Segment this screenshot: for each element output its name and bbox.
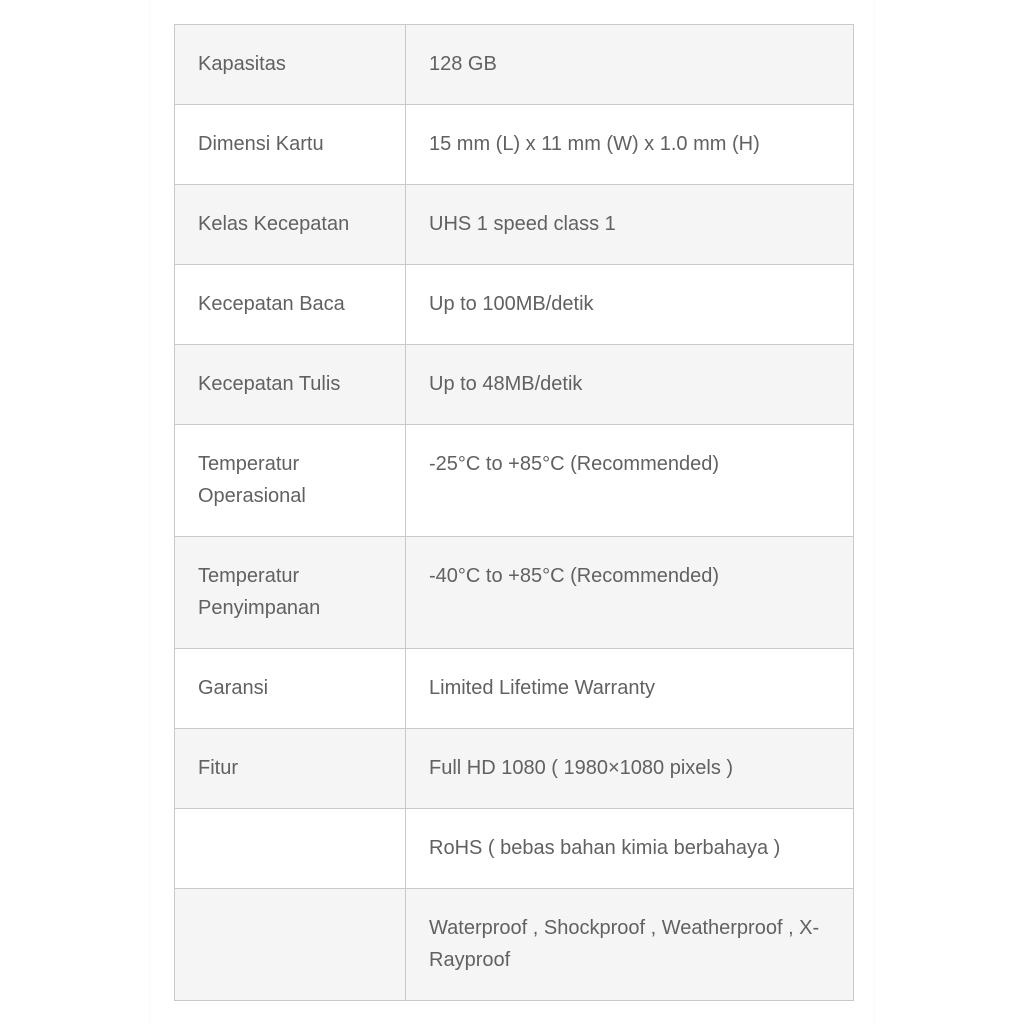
spec-label: Kapasitas [175,25,406,105]
spec-label: Dimensi Kartu [175,105,406,185]
spec-label: Temperatur Penyimpanan [175,537,406,649]
table-row-kelas-kecepatan [175,185,854,265]
table-row-temperatur-penyimpanan [175,537,854,649]
spec-label: Fitur [175,729,406,809]
spec-label [175,809,406,889]
spec-value: Up to 48MB/detik [406,345,854,425]
spec-value: RoHS ( bebas bahan kimia berbahaya ) [406,809,854,889]
table-row-kecepatan-baca [175,265,854,345]
table-row-fitur-proof [175,889,854,1001]
table-row-garansi [175,649,854,729]
spec-value: -40°C to +85°C (Recommended) [406,537,854,649]
spec-label: Temperatur Operasional [175,425,406,537]
spec-value: Up to 100MB/detik [406,265,854,345]
spec-label [175,889,406,1001]
table-row-fitur-rohs [175,809,854,889]
table-row-dimensi-kartu [175,105,854,185]
table-row-kecepatan-tulis [175,345,854,425]
spec-value: UHS 1 speed class 1 [406,185,854,265]
spec-table [174,24,854,1001]
spec-value: 15 mm (L) x 11 mm (W) x 1.0 mm (H) [406,105,854,185]
spec-label: Kelas Kecepatan [175,185,406,265]
spec-label: Garansi [175,649,406,729]
spec-value: Waterproof , Shockproof , Weatherproof , X-Rayproof [406,889,854,1001]
spec-value: Limited Lifetime Warranty [406,649,854,729]
table-row-kapasitas [175,25,854,105]
spec-label: Kecepatan Tulis [175,345,406,425]
spec-label: Kecepatan Baca [175,265,406,345]
spec-value: 128 GB [406,25,854,105]
table-row-fitur [175,729,854,809]
table-row-temperatur-operasional [175,425,854,537]
spec-value: Full HD 1080 ( 1980×1080 pixels ) [406,729,854,809]
spec-value: -25°C to +85°C (Recommended) [406,425,854,537]
